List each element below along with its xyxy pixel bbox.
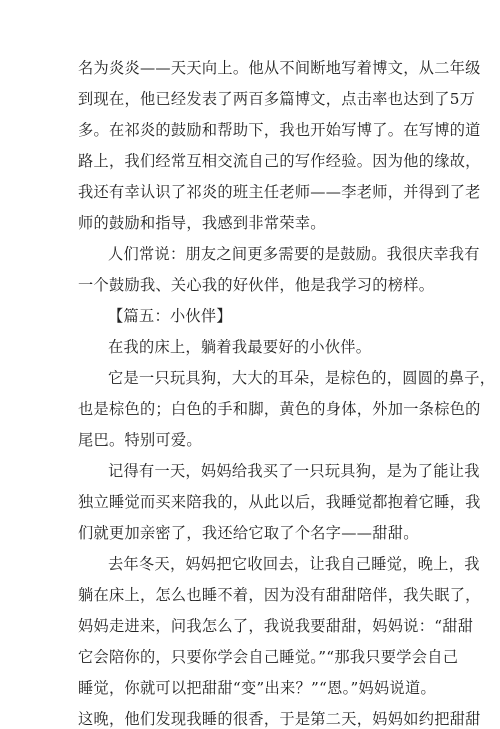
text-line: 睡觉，你就可以把甜甜“变”出来？”“恩。”妈妈说道。 [78,679,436,697]
section-heading: 【篇五：小伙伴】 [108,307,232,325]
text-line: 去年冬天，妈妈把它收回去，让我自己睡觉，晚上，我 [108,555,480,573]
text-line: 独立睡觉而买来陪我的，从此以后，我睡觉都抱着它睡，我 [78,493,481,511]
text-line: 它会陪你的，只要你学会自己睡觉。”“那我只要学会自己 [78,648,459,666]
text-line: 也是棕色的；白色的手和脚，黄色的身体，外加一条棕色的 [78,400,481,418]
text-line: 它是一只玩具狗，大大的耳朵，是棕色的，圆圆的鼻子， [108,369,496,387]
text-line: 一个鼓励我、关心我的好伙伴，他是我学习的榜样。 [78,276,435,294]
text-line: 我还有幸认识了祁炎的班主任老师——李老师，并得到了老 [78,183,481,201]
text-line: 人们常说：朋友之间更多需要的是鼓励。我很庆幸我有 [108,245,480,263]
text-line: 尾巴。特别可爱。 [78,431,202,449]
text-line: 多。在祁炎的鼓励和帮助下，我也开始写博了。在写博的道 [78,121,481,139]
text-line: 这晚，他们发现我睡的很香，于是第二天，妈妈如约把甜甜 [78,710,481,728]
text-line: 师的鼓励和指导，我感到非常荣幸。 [78,214,326,232]
text-line: 名为炎炎——天天向上。他从不间断地写着博文，从二年级 [78,59,481,77]
text-line: 记得有一天，妈妈给我买了一只玩具狗，是为了能让我 [108,462,480,480]
text-line: 路上，我们经常互相交流自己的写作经验。因为他的缘故， [78,152,481,170]
text-line: 在我的床上，躺着我最要好的小伙伴。 [108,338,372,356]
text-line: 躺在床上，怎么也睡不着，因为没有甜甜陪伴，我失眠了， [78,586,481,604]
text-line: 妈妈走进来，问我怎么了，我说我要甜甜，妈妈说：“甜甜 [78,617,474,635]
text-line: 们就更加亲密了，我还给它取了个名字——甜甜。 [78,524,419,542]
text-line: 到现在，他已经发表了两百多篇博文，点击率也达到了5万 [78,90,476,108]
